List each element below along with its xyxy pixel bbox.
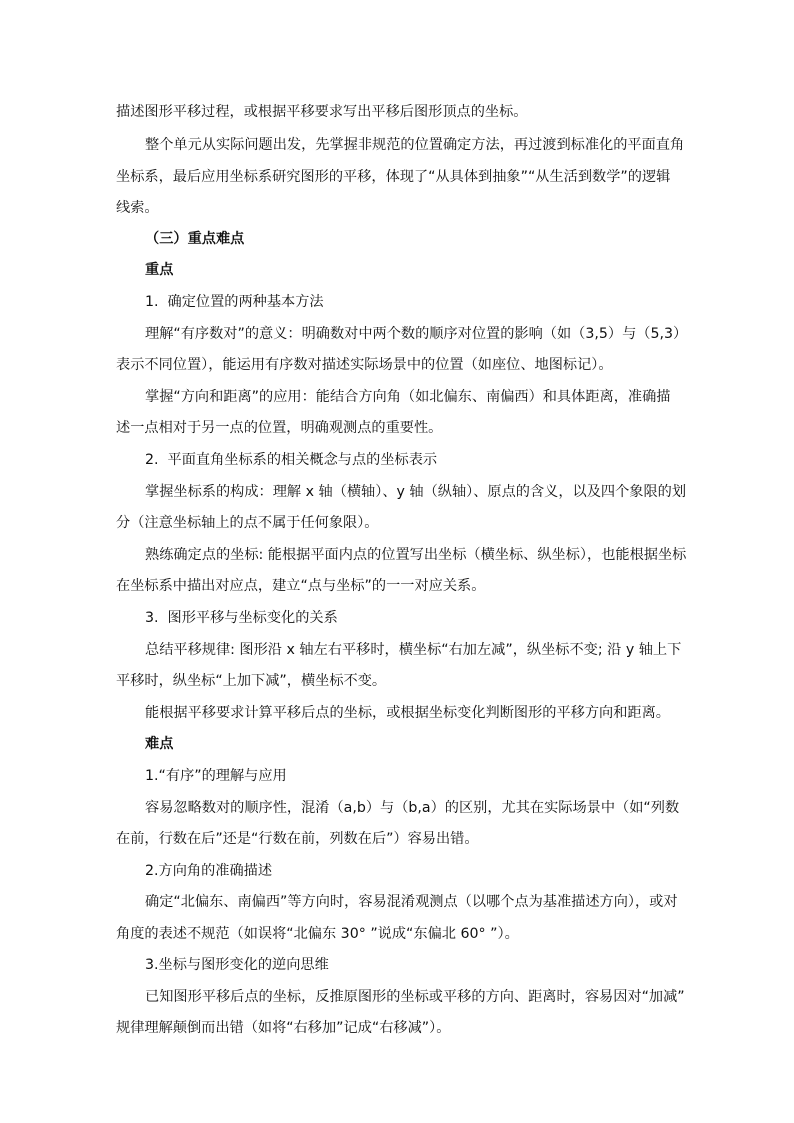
paragraph-line: 能根据平移要求计算平移后点的坐标，或根据坐标变化判断图形的平移方向和距离。 [145, 705, 670, 721]
text-line: 在坐标系中描出对应点，建立“点与坐标”的一一对应关系。 [116, 578, 486, 594]
paragraph-line: 掌握“方向和距离”的应用：能结合方向角（如北偏东、南偏西）和具体距离，准确描 [145, 389, 671, 405]
subheading-difficulties: 难点 [145, 736, 174, 752]
text-line: 坐标系，最后应用坐标系研究图形的平移，体现了“从具体到抽象”“从生活到数学”的逻辑 [116, 169, 671, 185]
text-line: 表示不同位置），能运用有序数对描述实际场景中的位置（如座位、地图标记）。 [116, 357, 613, 373]
numbered-item: 3. 图形平移与坐标变化的关系 [145, 610, 338, 626]
numbered-item: 1. 确定位置的两种基本方法 [145, 294, 324, 310]
text-line: 述一点相对于另一点的位置，明确观测点的重要性。 [116, 420, 443, 436]
paragraph-line: 确定“北偏东、南偏西”等方向时，容易混淆观测点（以哪个点为基准描述方向），或对 [145, 894, 678, 910]
text-line: 平移时，纵坐标“上加下减”，横坐标不变。 [116, 673, 387, 689]
paragraph-line: 熟练确定点的坐标: 能根据平面内点的位置写出坐标（横坐标、纵坐标），也能根据坐标 [145, 547, 687, 563]
paragraph-line: 掌握坐标系的构成：理解 x 轴（横轴）、y 轴（纵轴）、原点的含义，以及四个象限的划 [145, 484, 687, 500]
paragraph-line: 已知图形平移后点的坐标，反推原图形的坐标或平移的方向、距离时，容易因对“加减” [145, 989, 685, 1005]
section-heading: （三）重点难点 [145, 231, 245, 247]
text-line: 角度的表述不规范（如误将“北偏东 30° ”说成“东偏北 60° ”）。 [116, 926, 519, 942]
paragraph-line: 整个单元从实际问题出发，先掌握非规范的位置确定方法，再过渡到标准化的平面直角 [145, 137, 685, 153]
text-line: 线索。 [116, 200, 159, 216]
paragraph-line: 容易忽略数对的顺序性，混淆（a,b）与（b,a）的区别，尤其在实际场景中（如“列数 [145, 800, 680, 816]
paragraph-line: 理解“有序数对”的意义：明确数对中两个数的顺序对位置的影响（如（3,5）与（5,3） [145, 326, 688, 342]
numbered-item: 3.坐标与图形变化的逆向思维 [145, 957, 329, 973]
subheading-key-points: 重点 [145, 262, 174, 278]
numbered-item: 1.“有序”的理解与应用 [145, 768, 287, 784]
paragraph-line: 总结平移规律: 图形沿 x 轴左右平移时，横坐标“右加左减”，纵坐标不变; 沿 y 轴上下 [145, 642, 682, 658]
numbered-item: 2. 平面直角坐标系的相关概念与点的坐标表示 [145, 452, 438, 468]
numbered-item: 2.方向角的准确描述 [145, 863, 273, 879]
text-line: 规律理解颠倒而出错（如将“右移加”记成“右移减”）。 [116, 1020, 451, 1036]
text-line: 在前，行数在后”还是“行数在前，列数在后”）容易出错。 [116, 831, 479, 847]
text-line: 分（注意坐标轴上的点不属于任何象限）。 [116, 515, 379, 531]
text-line: 描述图形平移过程，或根据平移要求写出平移后图形顶点的坐标。 [116, 104, 528, 120]
